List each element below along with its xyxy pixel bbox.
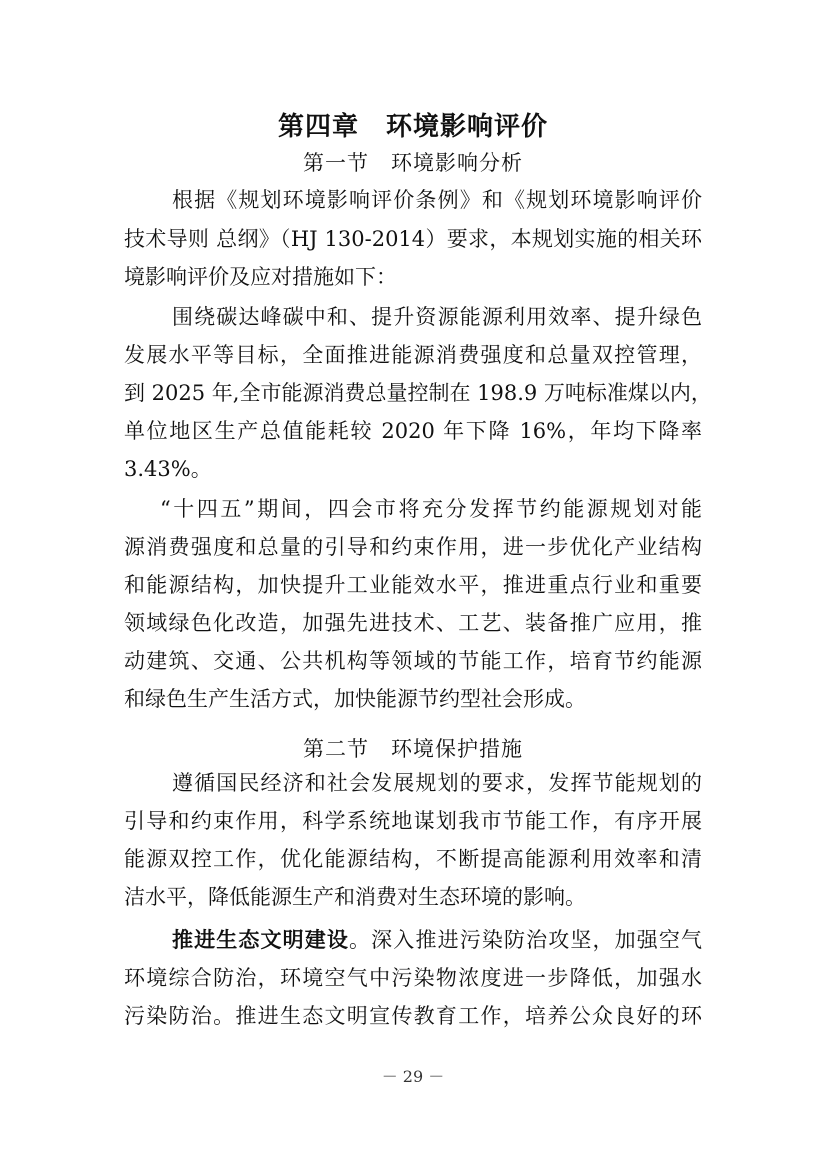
paragraph-line: 能源双控工作，优化能源结构，不断提高能源利用效率和清	[124, 847, 702, 871]
paragraph-line: 领域绿色化改造，加强先进技术、工艺、装备推广应用，推	[124, 611, 702, 635]
paragraph-line: 单位地区生产总值能耗较 2020 年下降 16%，年均下降率	[124, 419, 702, 443]
chapter-title: 第四章 环境影响评价	[277, 112, 548, 142]
paragraph-line: 围绕碳达峰碳中和、提升资源能源利用效率、提升绿色	[172, 305, 702, 329]
paragraph-line: 洁水平，降低能源生产和消费对生态环境的影响。	[124, 885, 586, 909]
section-title-1: 第一节 环境影响分析	[303, 151, 523, 175]
paragraph-line: 根据《规划环境影响评价条例》和《规划环境影响评价	[172, 188, 702, 212]
section-title-2: 第二节 环境保护措施	[303, 737, 523, 761]
paragraph-line: 技术导则 总纲》（HJ 130-2014）要求，本规划实施的相关环	[124, 227, 702, 251]
paragraph-line: 境影响评价及应对措施如下：	[124, 265, 397, 289]
paragraph-text: 。深入推进污染防治攻坚，加强空气	[349, 928, 703, 952]
paragraph-line: 污染防治。推进生态文明宣传教育工作，培养公众良好的环	[124, 1004, 702, 1028]
paragraph-line: 遵循国民经济和社会发展规划的要求，发挥节能规划的	[172, 771, 702, 795]
page-number: － 29 －	[381, 1067, 445, 1086]
paragraph-line: 到 2025 年,全市能源消费总量控制在 198.9 万吨标准煤以内，	[124, 381, 712, 405]
paragraph-line: 动建筑、交通、公共机构等领域的节能工作，培育节约能源	[124, 649, 702, 673]
paragraph-line: “十四五”期间，四会市将充分发挥节约能源规划对能	[160, 497, 702, 521]
paragraph-line: 环境综合防治，环境空气中污染物浓度进一步降低，加强水	[124, 966, 702, 990]
paragraph-line	[172, 928, 702, 952]
paragraph-line: 引导和约束作用，科学系统地谋划我市节能工作，有序开展	[124, 809, 702, 833]
paragraph-line: 3.43%。	[124, 457, 212, 481]
paragraph-line: 发展水平等目标，全面推进能源消费强度和总量双控管理，	[124, 343, 702, 367]
paragraph-line: 源消费强度和总量的引导和约束作用，进一步优化产业结构	[124, 535, 702, 559]
bold-lead-heading: 推进生态文明建设	[172, 928, 350, 952]
paragraph-line: 和能源结构，加快提升工业能效水平，推进重点行业和重要	[124, 573, 702, 597]
paragraph-line: 和绿色生产生活方式，加快能源节约型社会形成。	[124, 687, 586, 711]
